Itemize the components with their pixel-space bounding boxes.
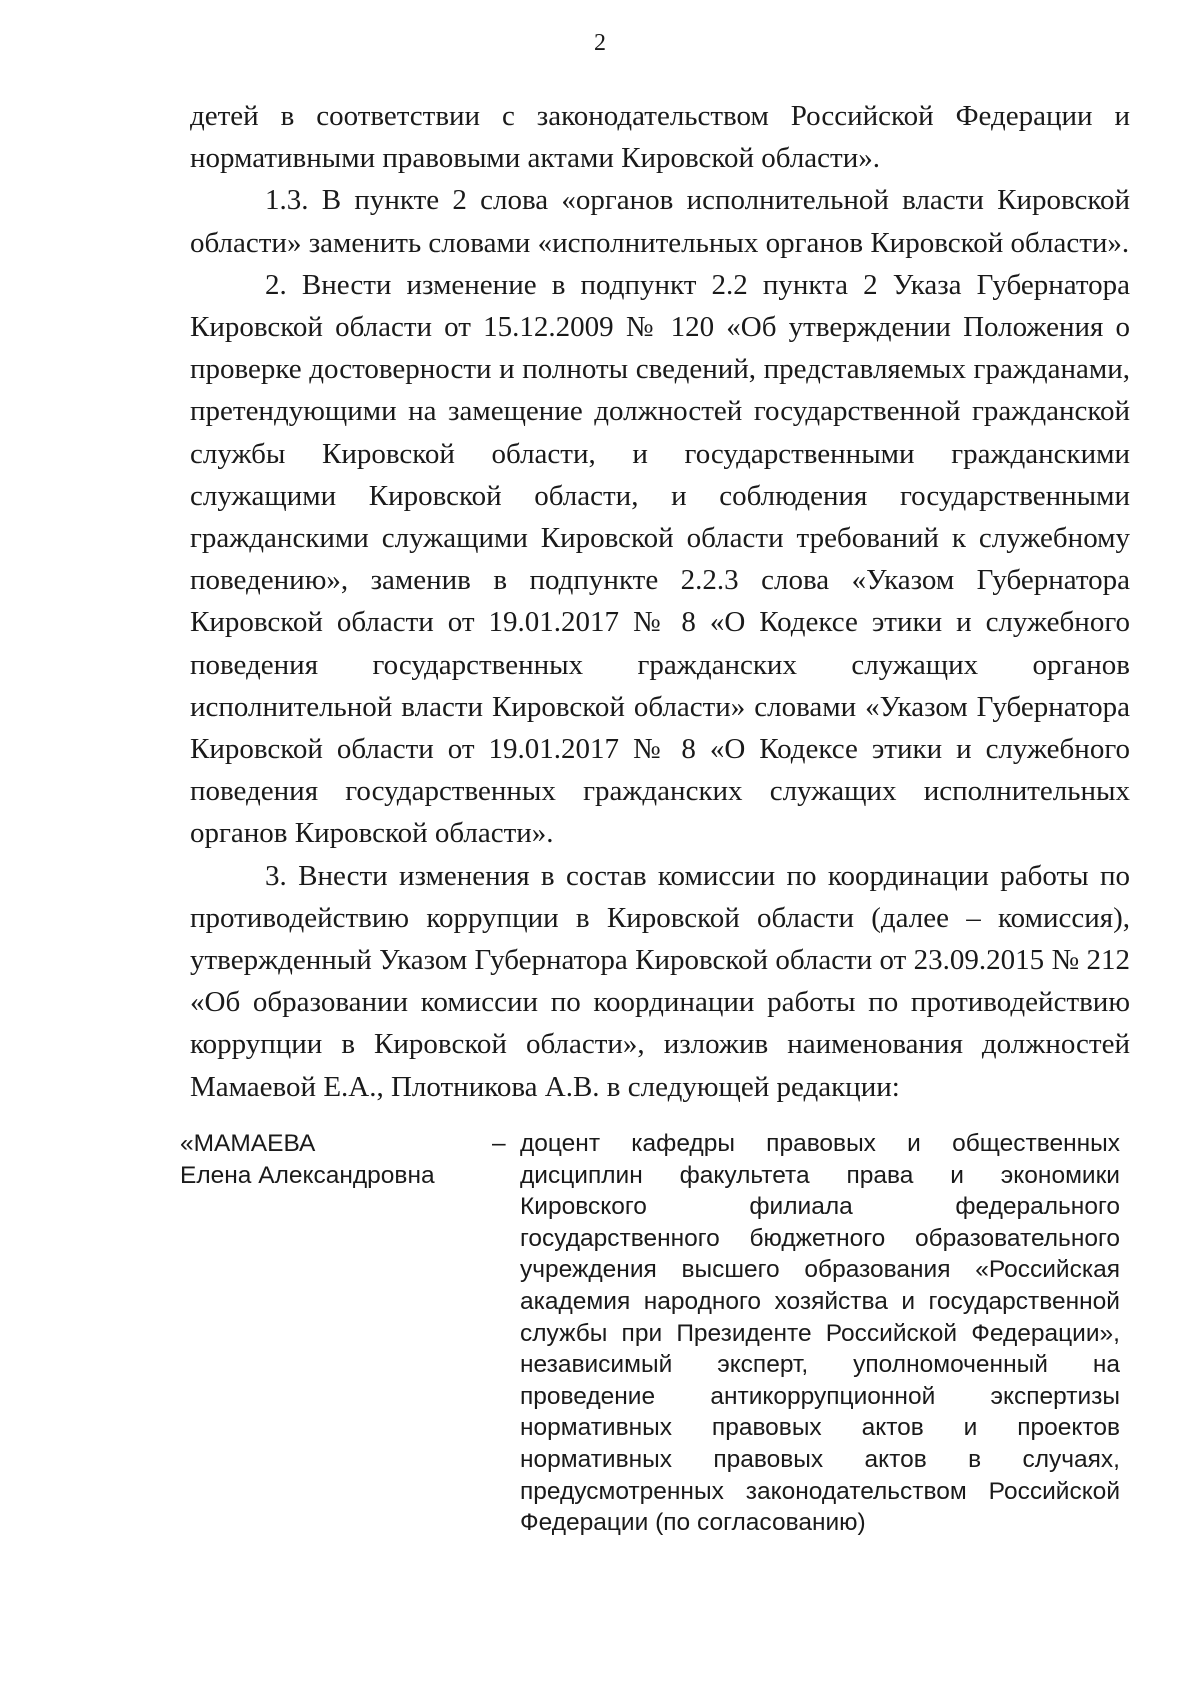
paragraph-3: 3. Внести изменения в состав комиссии по координации работы по противодействию коррупции в Кировской области (далее – комиссия), утвержденный Указом Губернатора Кировской области от 23.09.2015 № 212 «Об образовании комиссии по координации работы по противодействию коррупции в Кировской области», изложив наименования должностей Мамаевой Е.А., Плотникова А.В. в следующей редакции:	[190, 859, 1130, 1103]
member-given-names: Елена Александровна	[180, 1161, 435, 1189]
member-surname: «МАМАЕВА	[180, 1130, 316, 1157]
member-row	[180, 1128, 1135, 1539]
paragraph-2: 2. Внести изменение в подпункт 2.2 пункта 2 Указа Губернатора Кировской области от 15.12.2009 № 120 «Об утверждении Положения о проверке достоверности и полноты сведений, представляемых гражданами, претендующими на замещение должностей государственной гражданской службы Кировской области, и государственными гражданскими служащими Кировской области, и соблюдения государственными гражданскими служащими Кировской области требований к служебному поведению», заменив в подпункте 2.2.3 слова «Указом Губернатора Кировской области от 19.01.2017 № 8 «О Кодексе этики и служебного поведения государственных гражданских служащих органов исполнительной власти Кировской области» словами «Указом Губернатора Кировской области от 19.01.2017 № 8 «О Кодексе этики и служебного поведения государственных гражданских служащих исполнительных органов Кировской области».	[190, 268, 1130, 850]
paragraph-1-3: 1.3. В пункте 2 слова «органов исполнительной власти Кировской области» заменить словами «исполнительных органов Кировской области».	[190, 184, 1130, 259]
member-position-description: доцент кафедры правовых и общественных дисциплин факультета права и экономики Кировского филиала федерального государственного бюджетного образовательного учреждения высшего образования «Российская академия народного хозяйства и государственной службы при Президенте Российской Федерации», независимый эксперт, уполномоченный на проведение антикоррупционной экспертизы нормативных правовых актов и проектов нормативных правовых актов в случаях, предусмотренных законодательством Российской Федерации (по согласованию)	[520, 1130, 1120, 1537]
document-body	[190, 95, 1130, 1108]
paragraph-continuation: детей в соответствии с законодательством Российской Федерации и нормативными правовыми актами Кировской области».	[190, 100, 1130, 175]
commission-member-list	[180, 1128, 1135, 1539]
member-name	[180, 1128, 492, 1539]
member-dash: –	[492, 1130, 506, 1157]
page-number: 2	[594, 30, 606, 56]
